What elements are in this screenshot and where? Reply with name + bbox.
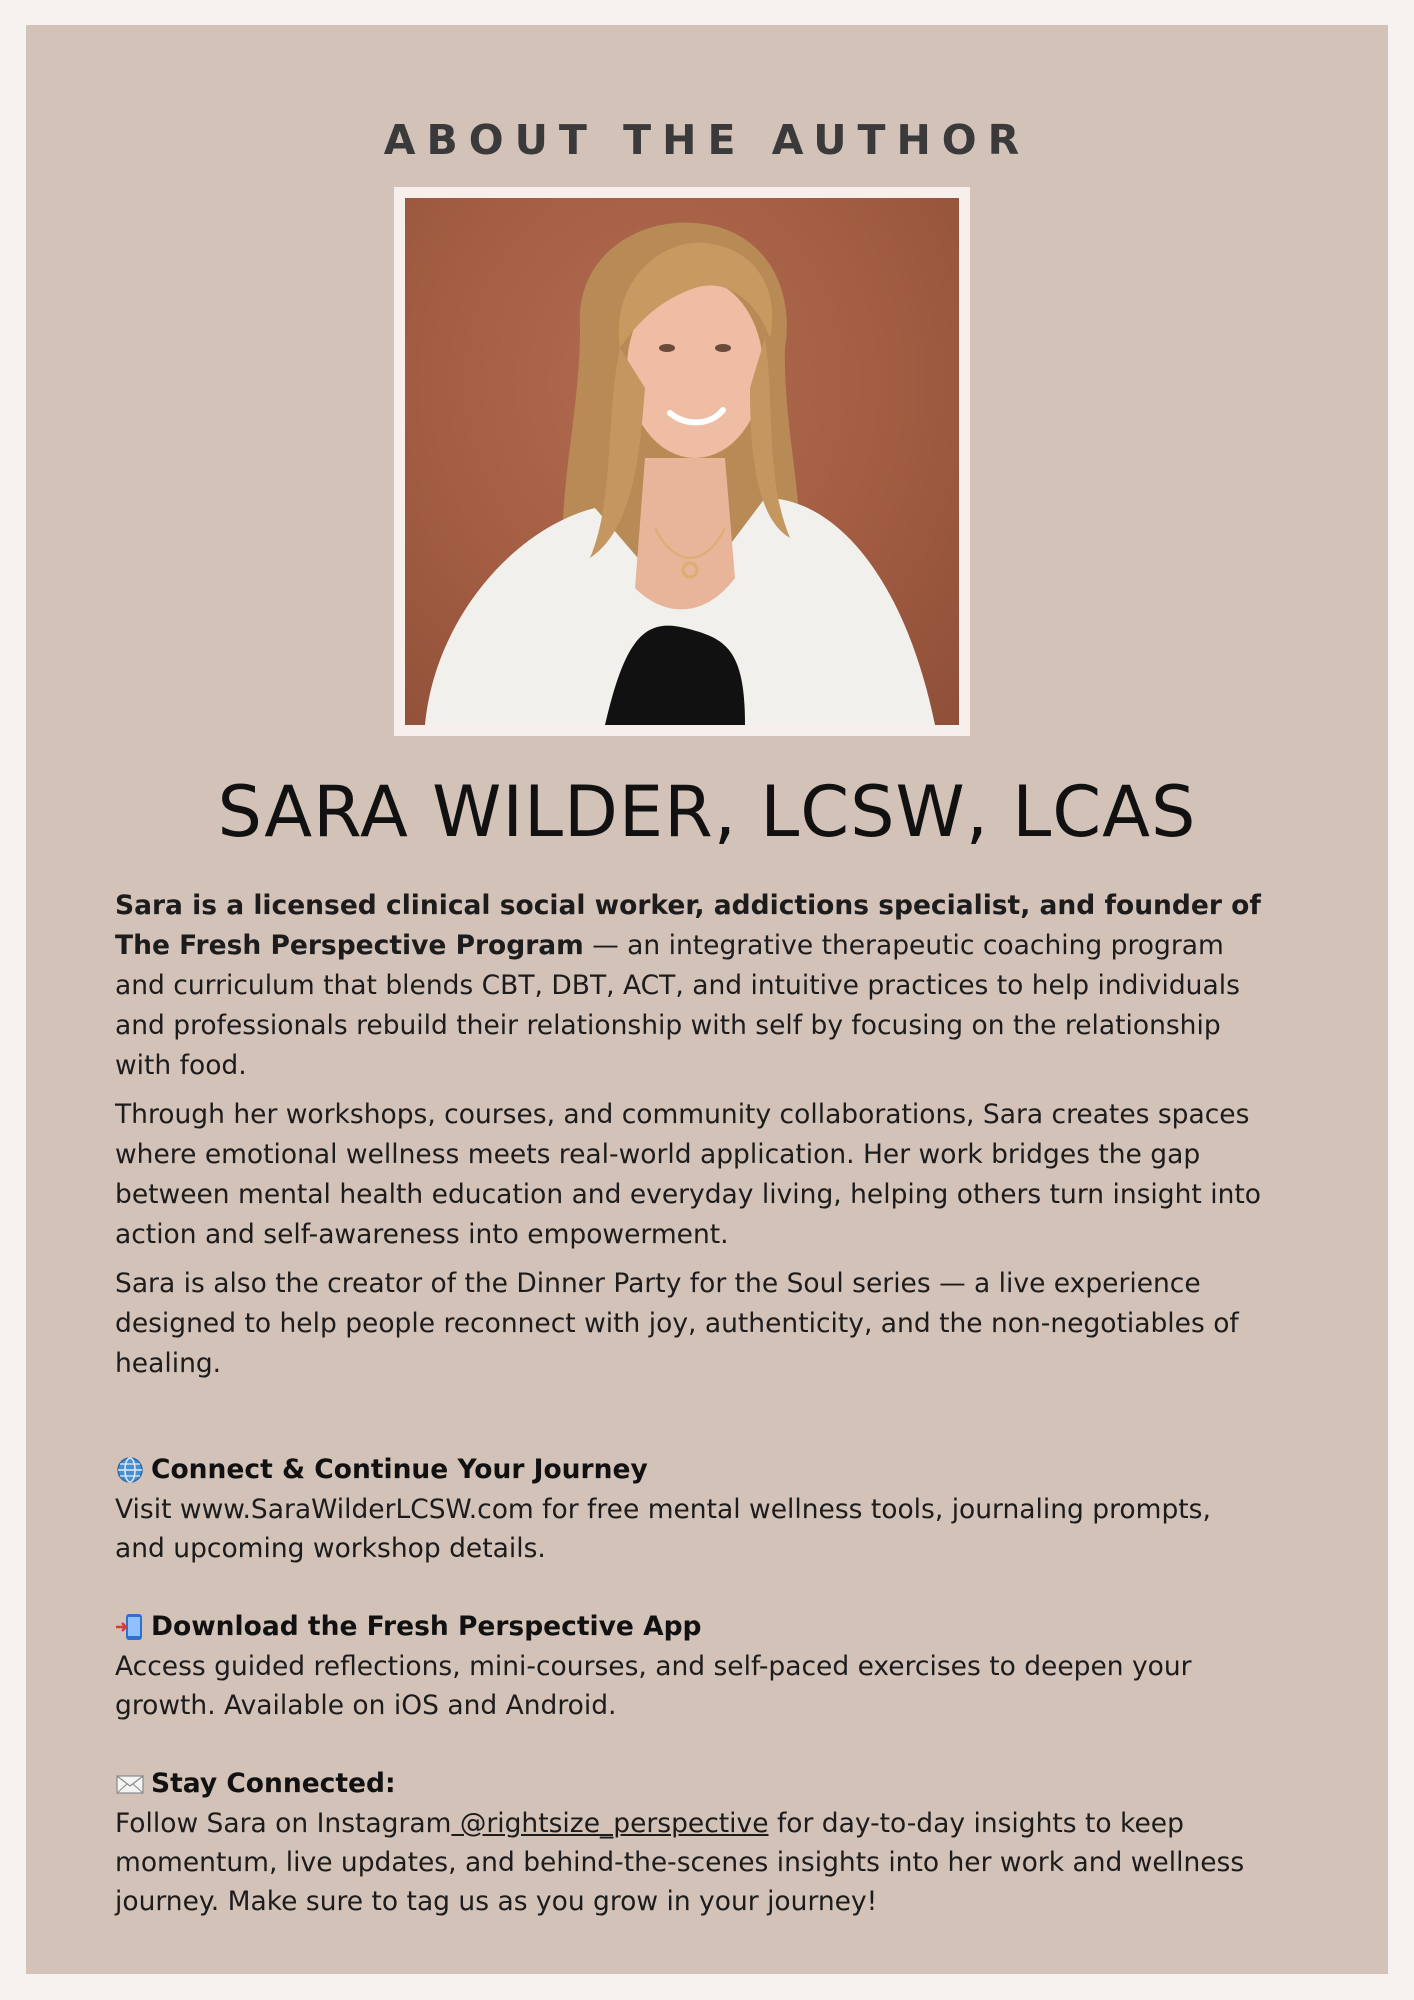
bio-paragraph-3: Sara is also the creator of the Dinner Party for the Soul series — a live experience designed to help people reconnect with joy, authenticity, and the non-negotiables of healing. [115,1268,1239,1379]
instagram-handle-link[interactable]: @rightsize_perspective [451,1808,769,1839]
connect-title: Connect & Continue Your Journey [151,1454,648,1485]
app-title-row [115,1607,1265,1647]
app-description: Access guided reflections, mini-courses, and self-paced exercises to deepen your growth. Available on iOS and Android. [115,1651,1192,1721]
stay-title: Stay Connected: [151,1768,396,1799]
globe-icon [115,1455,145,1485]
bio-paragraph-2: Through her workshops, courses, and community collaborations, Sara creates spaces where emotional wellness meets real-world application. Her work bridges the gap between mental health education and everyday living, helping others turn insight into action and self-awareness into empowerment. [115,1099,1261,1250]
app-title: Download the Fresh Perspective App [151,1611,702,1642]
section-heading: ABOUT THE AUTHOR [383,116,1031,164]
mobile-phone-arrow-icon [115,1612,145,1642]
stay-desc-before: Follow Sara on Instagram [115,1808,452,1839]
portrait-illustration [405,198,959,725]
bio-paragraph-1 [115,886,1265,1086]
connect-title-row [115,1450,1265,1490]
stay-description [115,1804,1265,1921]
author-photo [405,198,959,725]
author-photo-frame [394,187,970,736]
envelope-icon [115,1769,145,1799]
app-section [115,1607,1265,1725]
bio-paragraph-1-bold: Sara is a licensed clinical social worker, addictions specialist, and founder of The Fresh Perspective Program [115,890,1261,961]
stay-desc-after: for day-to-day insights to keep momentum, live updates, and behind-the-scenes insights into her work and wellness journey. Make sure to tag us as you grow in your journey! [115,1808,1245,1917]
stay-title-row [115,1764,1265,1804]
connect-description: Visit www.SaraWilderLCSW.com for free mental wellness tools, journaling prompts, and upcoming workshop details. [115,1494,1211,1564]
author-name: SARA WILDER, LCSW, LCAS [217,771,1197,853]
connect-section [115,1450,1265,1568]
stay-connected-section [115,1764,1265,1921]
bio-paragraph-1-rest: — an integrative therapeutic coaching program and curriculum that blends CBT, DBT, ACT, and intuitive practices to help individuals and professionals rebuild their relationship with self by focusing on the relationship with food. [115,930,1240,1081]
